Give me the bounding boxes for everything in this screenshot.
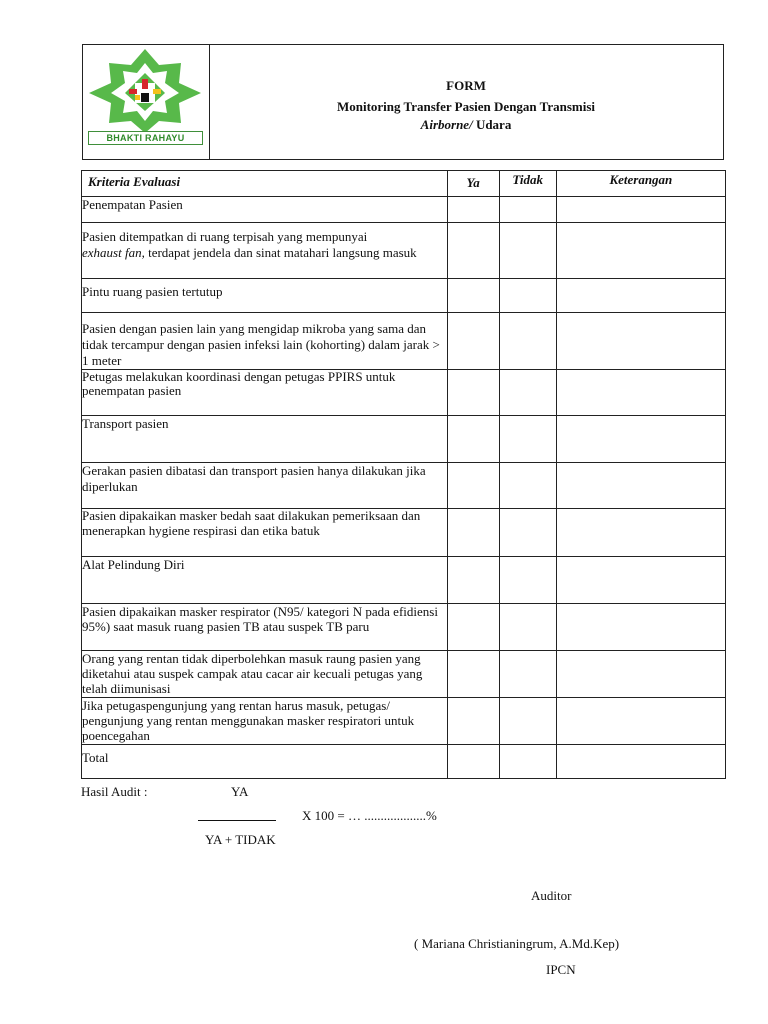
header-keterangan: Keterangan	[556, 171, 725, 197]
tidak-cell[interactable]	[499, 698, 556, 745]
criteria-cell: Orang yang rentan tidak diperbolehkan masuk raung pasien yang diketahui atau suspek campak atau cacar air kecuali petugas yang telah diimunisasi	[82, 651, 448, 698]
keterangan-cell[interactable]	[556, 698, 725, 745]
ya-cell[interactable]	[447, 313, 499, 370]
criteria-table	[81, 170, 726, 779]
table-row	[82, 651, 726, 698]
tidak-cell[interactable]	[499, 223, 556, 279]
criteria-cell: Pintu ruang pasien tertutup	[82, 279, 448, 313]
ya-cell[interactable]	[447, 416, 499, 463]
ya-cell[interactable]	[447, 463, 499, 509]
logo-cell	[83, 45, 210, 159]
ya-cell[interactable]	[447, 509, 499, 557]
table-row	[82, 370, 726, 416]
tidak-cell[interactable]	[499, 745, 556, 779]
form-title: Monitoring Transfer Pasien Dengan Transmisi	[336, 99, 596, 114]
keterangan-cell[interactable]	[556, 370, 725, 416]
ya-cell[interactable]	[447, 698, 499, 745]
signature-title: IPCN	[546, 962, 576, 977]
ya-cell[interactable]	[447, 370, 499, 416]
form-subtitle	[209, 117, 723, 133]
tidak-cell[interactable]	[499, 313, 556, 370]
ya-cell[interactable]	[447, 223, 499, 279]
ya-cell[interactable]	[447, 197, 499, 223]
keterangan-cell[interactable]	[556, 509, 725, 557]
table-row	[82, 313, 726, 370]
ya-cell[interactable]	[447, 279, 499, 313]
criteria-cell: Penempatan Pasien	[82, 197, 448, 223]
keterangan-cell[interactable]	[556, 313, 725, 370]
criteria-cell: Petugas melakukan koordinasi dengan petugas PPIRS untuk penempatan pasien	[82, 370, 448, 416]
tidak-cell[interactable]	[499, 557, 556, 604]
table-row	[82, 279, 726, 313]
criteria-cell: Gerakan pasien dibatasi dan transport pasien hanya dilakukan jika diperlukan	[82, 463, 448, 509]
criteria-text-italic: exhaust fan,	[82, 244, 145, 260]
keterangan-cell[interactable]	[556, 745, 725, 779]
keterangan-cell[interactable]	[556, 197, 725, 223]
keterangan-cell[interactable]	[556, 279, 725, 313]
header-tidak: Tidak	[499, 171, 556, 197]
ya-cell[interactable]	[447, 557, 499, 604]
audit-denominator: YA + TIDAK	[205, 832, 276, 847]
tidak-cell[interactable]	[499, 416, 556, 463]
criteria-text: terdapat jendela dan sinat matahari langsung masuk	[144, 244, 417, 260]
ya-cell[interactable]	[447, 651, 499, 698]
table-row	[82, 197, 726, 223]
header-ya: Ya	[447, 171, 499, 197]
criteria-cell: Transport pasien	[82, 416, 448, 463]
tidak-cell[interactable]	[499, 279, 556, 313]
criteria-cell: Pasien dengan pasien lain yang mengidap mikroba yang sama dan tidak tercampur dengan pasien infeksi lain (kohorting) dalam jarak > 1 meter	[82, 313, 448, 370]
form-subtitle-rest: Udara	[472, 117, 512, 132]
table-row	[82, 463, 726, 509]
table-row	[82, 509, 726, 557]
form-heading: FORM	[446, 78, 486, 93]
form-subtitle-italic: Airborne/	[420, 117, 473, 132]
keterangan-cell[interactable]	[556, 463, 725, 509]
table-row	[82, 416, 726, 463]
tidak-cell[interactable]	[499, 604, 556, 651]
fraction-line	[198, 820, 276, 821]
keterangan-cell[interactable]	[556, 651, 725, 698]
keterangan-cell[interactable]	[556, 557, 725, 604]
table-row	[82, 223, 726, 279]
criteria-cell: Alat Pelindung Diri	[82, 557, 448, 604]
audit-formula: X 100 = … ...................%	[302, 808, 437, 823]
ya-cell[interactable]	[447, 604, 499, 651]
tidak-cell[interactable]	[499, 651, 556, 698]
table-row	[82, 557, 726, 604]
audit-label: Hasil Audit :	[81, 784, 148, 799]
table-row-total	[82, 745, 726, 779]
tidak-cell[interactable]	[499, 197, 556, 223]
tidak-cell[interactable]	[499, 463, 556, 509]
audit-numerator: YA	[231, 784, 249, 799]
bhakti-rahayu-logo	[87, 49, 203, 133]
keterangan-cell[interactable]	[556, 223, 725, 279]
title-cell	[209, 45, 723, 159]
criteria-text: Pasien ditempatkan di ruang terpisah yang mempunyai	[82, 229, 368, 244]
signature-name: ( Mariana Christianingrum, A.Md.Kep)	[414, 936, 620, 951]
table-header-row	[82, 171, 726, 197]
criteria-cell: Pasien dipakaikan masker respirator (N95/ kategori N pada efidiensi 95%) saat masuk ruang pasien TB atau suspek TB paru	[82, 604, 448, 651]
signature-role: Auditor	[531, 888, 572, 903]
header-criteria: Kriteria Evaluasi	[82, 171, 448, 197]
criteria-cell	[82, 223, 448, 279]
form-header	[82, 44, 724, 160]
table-row	[82, 698, 726, 745]
tidak-cell[interactable]	[499, 509, 556, 557]
keterangan-cell[interactable]	[556, 604, 725, 651]
criteria-cell: Jika petugaspengunjung yang rentan harus masuk, petugas/ pengunjung yang rentan menggunakan masker respiratori untuk poencegahan	[82, 698, 448, 745]
table-row	[82, 604, 726, 651]
criteria-cell: Total	[82, 745, 448, 779]
logo-label: BHAKTI RAHAYU	[88, 131, 203, 145]
keterangan-cell[interactable]	[556, 416, 725, 463]
ya-cell[interactable]	[447, 745, 499, 779]
tidak-cell[interactable]	[499, 370, 556, 416]
criteria-cell: Pasien dipakaikan masker bedah saat dilakukan pemeriksaan dan menerapkan hygiene respirasi dan etika batuk	[82, 509, 448, 557]
